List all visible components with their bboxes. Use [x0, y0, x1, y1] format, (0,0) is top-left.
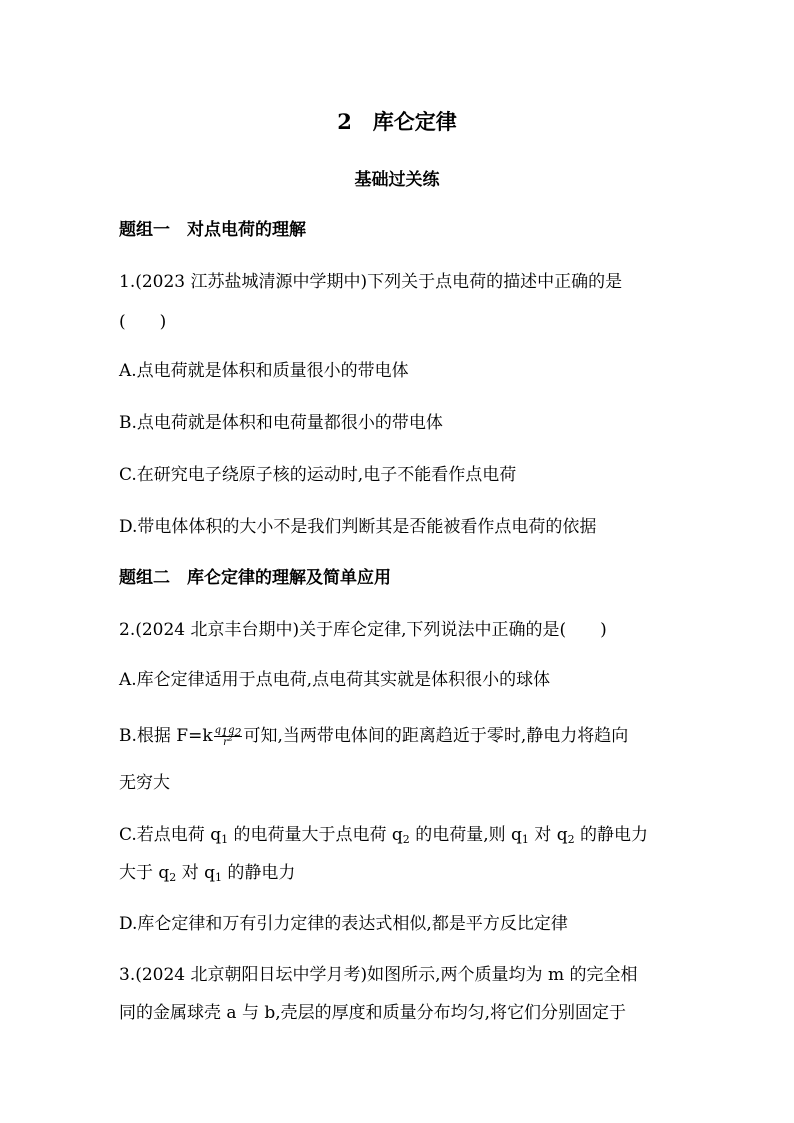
q3-stem-line1: 3.(2024 北京朝阳日坛中学月考)如图所示,两个质量均为 m 的完全相 [119, 965, 638, 985]
q2-option-d: D.库仑定律和万有引力定律的表达式相似,都是平方反比定律 [119, 914, 568, 934]
q3-stem-line2: 同的金属球壳 a 与 b,壳层的厚度和质量分布均匀,将它们分别固定于 [119, 1003, 627, 1023]
q2-option-c-line2: 大于 $q_2$ 对 $q_1$ 的静电力 [119, 863, 296, 884]
q2-option-b-line1 [119, 724, 628, 748]
q2-option-b-line2: 无穷大 [119, 773, 170, 793]
q2-option-a: A.库仑定律适用于点电荷,点电荷其实就是体积很小的球体 [119, 670, 551, 690]
q1-stem-line2: ( ) [119, 312, 167, 332]
section-title: 基础过关练 [354, 170, 440, 190]
q2-option-b-prefix: B.根据 F=k [119, 726, 213, 746]
q1-option-b: B.点电荷就是体积和电荷量都很小的带电体 [119, 413, 443, 433]
q1-option-c: C.在研究电子绕原子核的运动时,电子不能看作点电荷 [119, 465, 517, 485]
q2-stem: 2.(2024 北京丰台期中)关于库仑定律,下列说法中正确的是( ) [119, 620, 607, 640]
coulomb-fraction [214, 725, 243, 748]
q2-option-b-suffix: 可知,当两带电体间的距离趋近于零时,静电力将趋向 [243, 726, 629, 746]
fraction-denominator: $r^2$ [223, 733, 233, 748]
fraction-numerator: $q_1q_2$ [214, 725, 242, 739]
q1-option-a: A.点电荷就是体积和质量很小的带电体 [119, 361, 409, 381]
q2-option-c-line1: C.若点电荷 $q_1$ 的电荷量大于点电荷 $q_2$ 的电荷量,则 $q_1$ 对 $q_2$ 的静电力 [119, 825, 648, 846]
q1-option-d: D.带电体体积的大小不是我们判断其是否能被看作点电荷的依据 [119, 517, 597, 537]
group-heading-1: 题组一 对点电荷的理解 [119, 220, 306, 240]
page-title: 2 库仑定律 [337, 109, 457, 134]
q1-stem-line1: 1.(2023 江苏盐城清源中学期中)下列关于点电荷的描述中正确的是 [119, 272, 623, 292]
group-heading-2: 题组二 库仑定律的理解及简单应用 [119, 568, 391, 588]
